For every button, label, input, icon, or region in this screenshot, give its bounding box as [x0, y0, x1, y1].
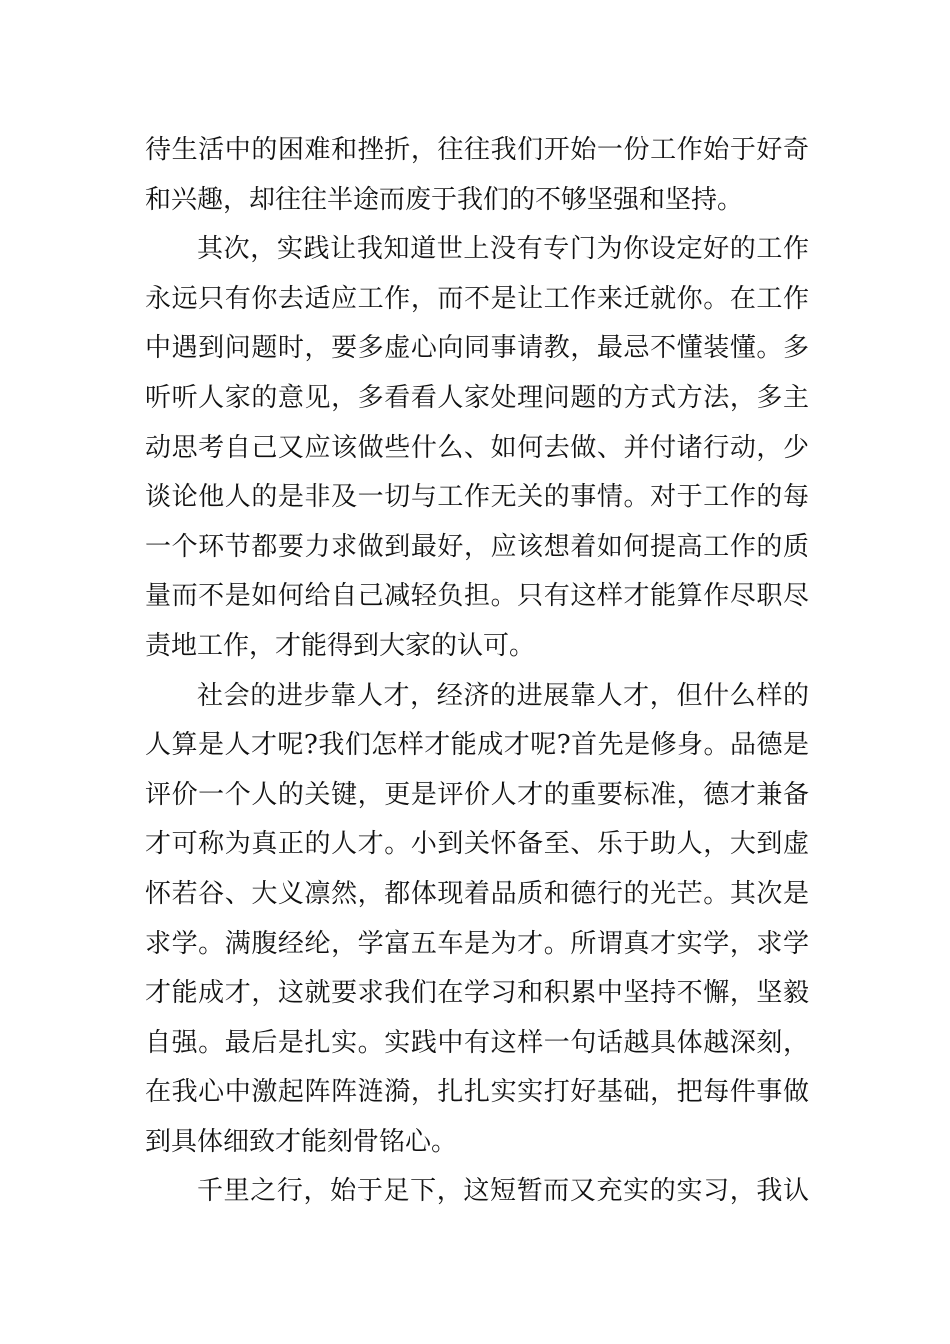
- text-line: 求学。满腹经纶，学富五车是为才。所谓真才实学，求学: [145, 928, 809, 959]
- text-line: 到具体细致才能刻骨铭心。: [145, 1126, 458, 1157]
- text-line: 自强。最后是扎实。实践中有这样一句话越具体越深刻，: [145, 1027, 809, 1058]
- text-line: 谈论他人的是非及一切与工作无关的事情。对于工作的每: [145, 482, 809, 513]
- paragraph: [145, 1167, 809, 1217]
- text-line: 中遇到问题时，要多虚心向同事请教，最忌不懂装懂。多: [145, 333, 809, 364]
- paragraph: [145, 126, 809, 225]
- text-line: 量而不是如何给自己减轻负担。只有这样才能算作尽职尽: [145, 581, 809, 612]
- text-line: 怀若谷、大义凛然，都体现着品质和德行的光芒。其次是: [145, 878, 809, 909]
- paragraph: [145, 672, 809, 1168]
- text-line: 动思考自己又应该做些什么、如何去做、并付诸行动，少: [145, 432, 809, 463]
- text-line: 永远只有你去适应工作，而不是让工作来迁就你。在工作: [145, 283, 809, 314]
- text-line: 责地工作，才能得到大家的认可。: [145, 630, 536, 661]
- text-line: 才可称为真正的人才。小到关怀备至、乐于助人，大到虚: [145, 829, 809, 860]
- paragraph: [145, 225, 809, 671]
- text-line: 评价一个人的关键，更是评价人才的重要标准，德才兼备: [145, 779, 809, 810]
- text-line: 一个环节都要力求做到最好，应该想着如何提高工作的质: [145, 531, 809, 562]
- text-line: 听听人家的意见，多看看人家处理问题的方式方法，多主: [145, 382, 809, 413]
- text-line: 在我心中激起阵阵涟漪，扎扎实实打好基础，把每件事做: [145, 1077, 809, 1108]
- text-line: 千里之行，始于足下，这短暂而又充实的实习，我认: [197, 1176, 809, 1207]
- text-line: 才能成才，这就要求我们在学习和积累中坚持不懈，坚毅: [145, 978, 809, 1009]
- text-line: 待生活中的困难和挫折，往往我们开始一份工作始于好奇: [145, 135, 809, 165]
- text-line: 社会的进步靠人才，经济的进展靠人才，但什么样的: [197, 680, 809, 711]
- text-line: 其次，实践让我知道世上没有专门为你设定好的工作: [197, 234, 809, 265]
- text-line: 人算是人才呢?我们怎样才能成才呢?首先是修身。品德是: [145, 730, 809, 761]
- text-line: 和兴趣，却往往半途而废于我们的不够坚强和坚持。: [145, 184, 744, 215]
- document-page: [145, 126, 809, 1217]
